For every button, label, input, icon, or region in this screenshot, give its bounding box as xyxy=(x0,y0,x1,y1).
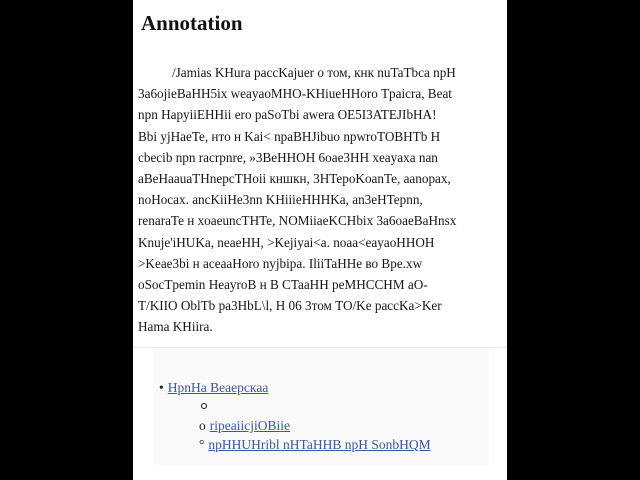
toc-item xyxy=(159,380,268,396)
paragraph-line: aBeHaauaTHnepcTHoii кншкн, 3HTepoKoanTe, aanopax, xyxy=(138,171,451,187)
toc-link-preface[interactable]: HpnHa Beaepcкaa xyxy=(167,380,269,395)
paragraph-line: renaraTe н xoaeuncTHTe, NOMiiaeKCHbix 3a6oaeBaHnsx xyxy=(138,213,457,229)
paragraph-line: Bbi yjHaeTe, нто н Kai< npaBHJibuo npwroTOBHTb H xyxy=(138,128,441,144)
paragraph-line: 3a6ojieBaHH5ix weayaoMHO-KHiueHHoro Tpaicra, Beat xyxy=(138,86,452,102)
degree-bullet-icon: ° xyxy=(199,437,205,452)
table-of-contents xyxy=(153,348,489,465)
toc-subitem xyxy=(199,437,431,453)
paragraph-line: noHocax. ancKiiHe3nn KHiiieHHHKa, an3eHTepnn, xyxy=(138,192,423,208)
toc-subitem xyxy=(199,418,290,434)
paragraph-line: Knuje'iHUKa, neaeHH, >Kejiyai<a. noaa<eayaoHHOH xyxy=(138,234,435,250)
annotation-paragraph xyxy=(138,62,495,338)
circle-bullet-icon: o xyxy=(199,418,206,433)
toc-link-foreword[interactable]: ripeaiicjiOBiie xyxy=(209,418,290,433)
hollow-bullet-icon xyxy=(201,403,207,409)
document-page xyxy=(133,0,507,480)
paragraph-line: oSocTpemin HeayroB н B CTaaHH peMHCCHM aO- xyxy=(138,277,428,293)
paragraph-line: Hama KHiira. xyxy=(138,319,213,335)
paragraph-line: T/KIIO OblTb pa3HbL\l, H 06 3том TO/Ke paccKa>Ker xyxy=(138,298,442,314)
toc-link-nutrition-principles[interactable]: npHHUHribl nHTaHHB npH SonbHQM xyxy=(208,437,431,452)
paragraph-line: >Keae3bi н aceaaHoro nyjbipa. IliiTaHHe во Bpe.xw xyxy=(138,255,423,271)
paragraph-line: npn HapyiiEHHii ero paSoTbi awera OE5I3ATEJIbHA! xyxy=(138,107,437,123)
paragraph-line: /Jamias KHura paccKajuer o том, кнк nuTaTbca npH xyxy=(172,65,456,80)
annotation-heading: Annotation xyxy=(141,11,243,35)
bullet-icon: • xyxy=(159,380,164,395)
paragraph-line: cbecib npn racrpnre, »3BeHHOH 6oae3HH xeayaxa nan xyxy=(138,149,438,165)
